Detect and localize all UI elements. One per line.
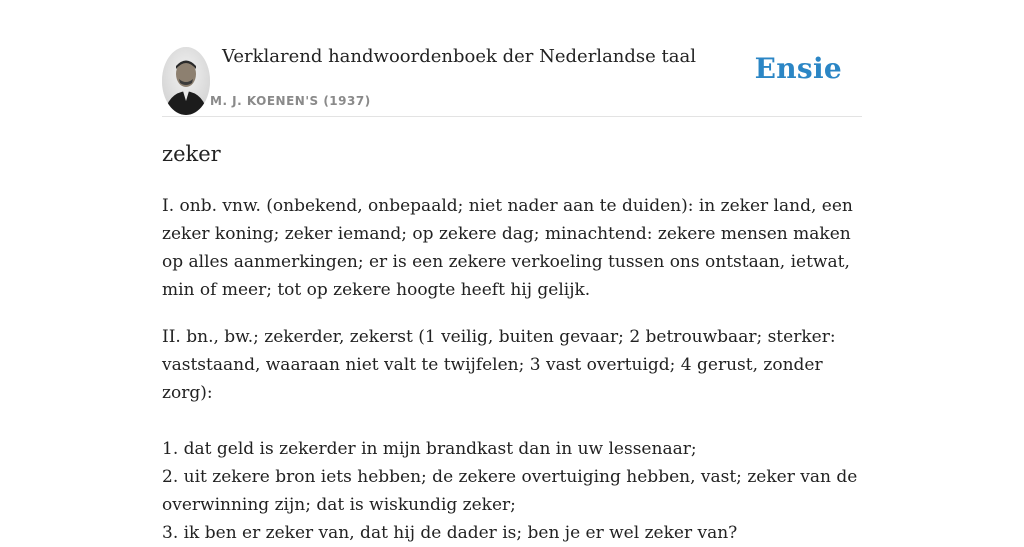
header	[162, 0, 862, 117]
dictionary-subtitle: M. J. KOENEN'S (1937)	[210, 94, 371, 108]
definition-2: II. bn., bw.; zekerder, zekerst (1 veilig, buiten gevaar; 2 betrouwbaar; sterker: vaststaand, waaraan niet valt te twijfelen; 3 vast overtuigd; 4 gerust, zonder zorg):	[162, 327, 836, 403]
example-list	[162, 435, 862, 547]
entry-body	[162, 192, 862, 547]
example-item: 3. ik ben er zeker van, dat hij de dader is; ben je er wel zeker van?	[162, 523, 738, 543]
example-item: 2. uit zekere bron iets hebben; de zekere overtuiging hebben, vast; zeker van de overwinning zijn; dat is wiskundig zeker;	[162, 467, 858, 515]
site-title[interactable]: Verklarend handwoordenboek der Nederlandse taal	[222, 46, 696, 67]
page	[162, 0, 862, 543]
example-item: 1. dat geld is zekerder in mijn brandkast dan in uw lessenaar;	[162, 439, 697, 459]
ensie-logo[interactable]: Ensie	[754, 52, 842, 85]
author-portrait-icon	[162, 47, 210, 115]
entry-headword: zeker	[162, 142, 221, 166]
definition-1: I. onb. vnw. (onbekend, onbepaald; niet nader aan te duiden): in zeker land, een zeker koning; zeker iemand; op zekere dag; minachtend: zekere mensen maken op alles aanmerkingen; er is een zekere verkoeling tussen ons ontstaan, ietwat, min of meer; tot op zekere hoogte heeft hij gelijk.	[162, 196, 853, 300]
